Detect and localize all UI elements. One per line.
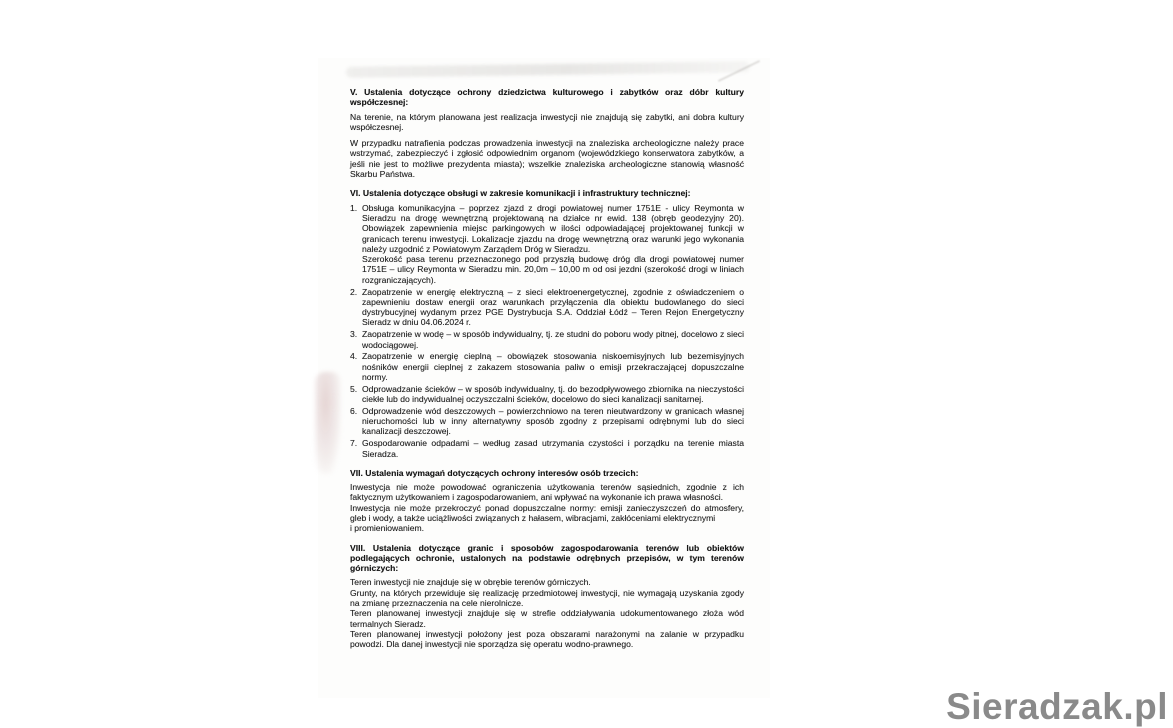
document-text-block (350, 87, 744, 650)
paragraph: Teren planowanej inwestycji położony jest poza obszarami narażonymi na zalanie w przypadku powodzi. Dla danej inwestycji nie sporządza się operatu wodno-prawnego. (350, 628, 744, 650)
list-item-text: Odprowadzanie ścieków – w sposób indywidualny, tj. do bezodpływowego zbiornika na nieczystości ciekłe lub do indywidualnej oczyszczalni ścieków, docelowo do sieci kanalizacji sanitarnej. (362, 383, 744, 405)
list-item-number: 3. (350, 329, 358, 340)
list-item (350, 438, 744, 459)
list-item (350, 203, 744, 285)
list-item-text: Gospodarowanie odpadami – według zasad utrzymania czystości i porządku na terenie miasta Sieradza. (362, 438, 744, 459)
numbered-list (350, 203, 744, 459)
paragraph: Inwestycja nie może powodować ograniczenia użytkowania terenów sąsiednich, zgodnie z ich faktycznym użytkowaniem i zagospodarowaniem, ani wpływać na wykonanie ich prawa własności. (350, 482, 744, 503)
section-v-heading: V. Ustalenia dotyczące ochrony dziedzictwa kulturowego i zabytków oraz dóbr kultury współczesnej: (350, 87, 744, 108)
watermark-sieradzak: Sieradzak.pl (946, 686, 1168, 727)
list-item (350, 329, 744, 350)
list-item-number: 7. (350, 438, 358, 449)
paragraph: Na terenie, na którym planowana jest realizacja inwestycji nie znajdują się zabytki, ani dobra kultury współczesnej. (350, 111, 744, 132)
list-item-number: 5. (350, 383, 358, 394)
scan-smudge-artifact (315, 372, 341, 474)
list-item-text: Zaopatrzenie w energię elektryczną – z sieci elektroenergetycznej, zgodnie z oświadczeniem o zapewnieniu dostaw energii oraz warunkach przyłączenia dla obiektu budowlanego do sieci dystrybucyjnej wydanym przez PGE Dystrybucja S.A. Oddział Łódź – Teren Rejon Energetyczny Sieradz w dniu 04.06.2024 r. (362, 286, 744, 328)
list-item (350, 384, 744, 405)
list-item-text: Zaopatrzenie w energię cieplną – obowiązek stosowania niskoemisyjnych lub bezemisyjnych nośników energii cieplnej z zakazem stosowania paliw o emisji przekraczającej dopuszczalne normy. (362, 351, 744, 382)
list-item (350, 406, 744, 437)
list-item-number: 4. (350, 351, 358, 362)
section-vii-heading: VII. Ustalenia wymagań dotyczących ochrony interesów osób trzecich: (350, 467, 639, 478)
list-item-number: 2. (350, 286, 358, 297)
section-viii-heading: VIII. Ustalenia dotyczące granic i sposobów zagospodarowania terenów lub obiektów podlegających ochronie, ustalonych na podstawie odrębnych przepisów, w tym terenów górniczych: (350, 542, 744, 574)
list-item-text: Obsługa komunikacyjna – poprzez zjazd z drogi powiatowej numer 1751E - ulicy Reymonta w Sieradzu na drogę wewnętrzną projektowaną na działce nr ewid. 138 (obręb geodezyjny 20). Obowiązek zapewnienia miejsc parkingowych w ilości odpowiadającej projektowanej funkcji w granicach terenu inwestycji. Lokalizacje zjazdu na drogę wewnętrzną oraz warunki jego wykonania należy uzgodnić z Powiatowym Zarządem Dróg w Sieradzu. (362, 202, 744, 254)
list-item-number: 6. (350, 405, 358, 416)
paragraph: Teren planowanej inwestycji znajduje się w strefie oddziaływania udokumentowanego złoża wód termalnych Sieradz. (350, 608, 744, 629)
paragraph: Grunty, na których przewiduje się realizację przedmiotowej inwestycji, nie wymagają uzyskania zgody na zmianę przeznaczenia na cele nierolnicze. (350, 587, 744, 609)
paragraph: Inwestycja nie może przekroczyć ponad dopuszczalne normy: emisji zanieczyszczeń do atmosfery, gleb i wody, a także uciążliwości związanych z hałasem, wibracjami, zakłóceniami elektrycznymi (350, 502, 744, 523)
paragraph: i promieniowaniem. (350, 523, 425, 534)
section-vi-heading: VI. Ustalenia dotyczące obsługi w zakresie komunikacji i infrastruktury technicznej: (350, 188, 691, 199)
list-item-number: 1. (350, 202, 358, 213)
list-item-text: Zaopatrzenie w wodę – w sposób indywidualny, tj. ze studni do poboru wody pitnej, docelowo z sieci wodociągowej. (362, 329, 744, 350)
list-item (350, 351, 744, 382)
list-item (350, 287, 744, 328)
paragraph: Teren inwestycji nie znajduje się w obrębie terenów górniczych. (350, 577, 591, 588)
list-item-text: Odprowadzenie wód deszczowych – powierzchniowo na teren nieutwardzony w granicach własnej nieruchomości lub w inny alternatywny sposób zgodny z przepisami odrębnymi lub do sieci kanalizacji deszczowej. (362, 405, 744, 437)
list-item-text: Szerokość pasa terenu przeznaczonego pod przyszłą budowę dróg dla drogi powiatowej numer 1751E – ulicy Reymonta w Sieradzu min. 20,0m – 10,00 m od osi jezdni (szerokość drogi w liniach rozgraniczających). (362, 254, 744, 285)
paragraph: W przypadku natrafienia podczas prowadzenia inwestycji na znaleziska archeologiczne należy prace wstrzymać, zabezpieczyć i zgłosić odpowiednim organom (wojewódzkiego konserwatora zabytków, a jeśli nie jest to możliwe prezydenta miasta); wszelkie znaleziska archeologiczne stanowią własność Skarbu Państwa. (350, 138, 744, 180)
